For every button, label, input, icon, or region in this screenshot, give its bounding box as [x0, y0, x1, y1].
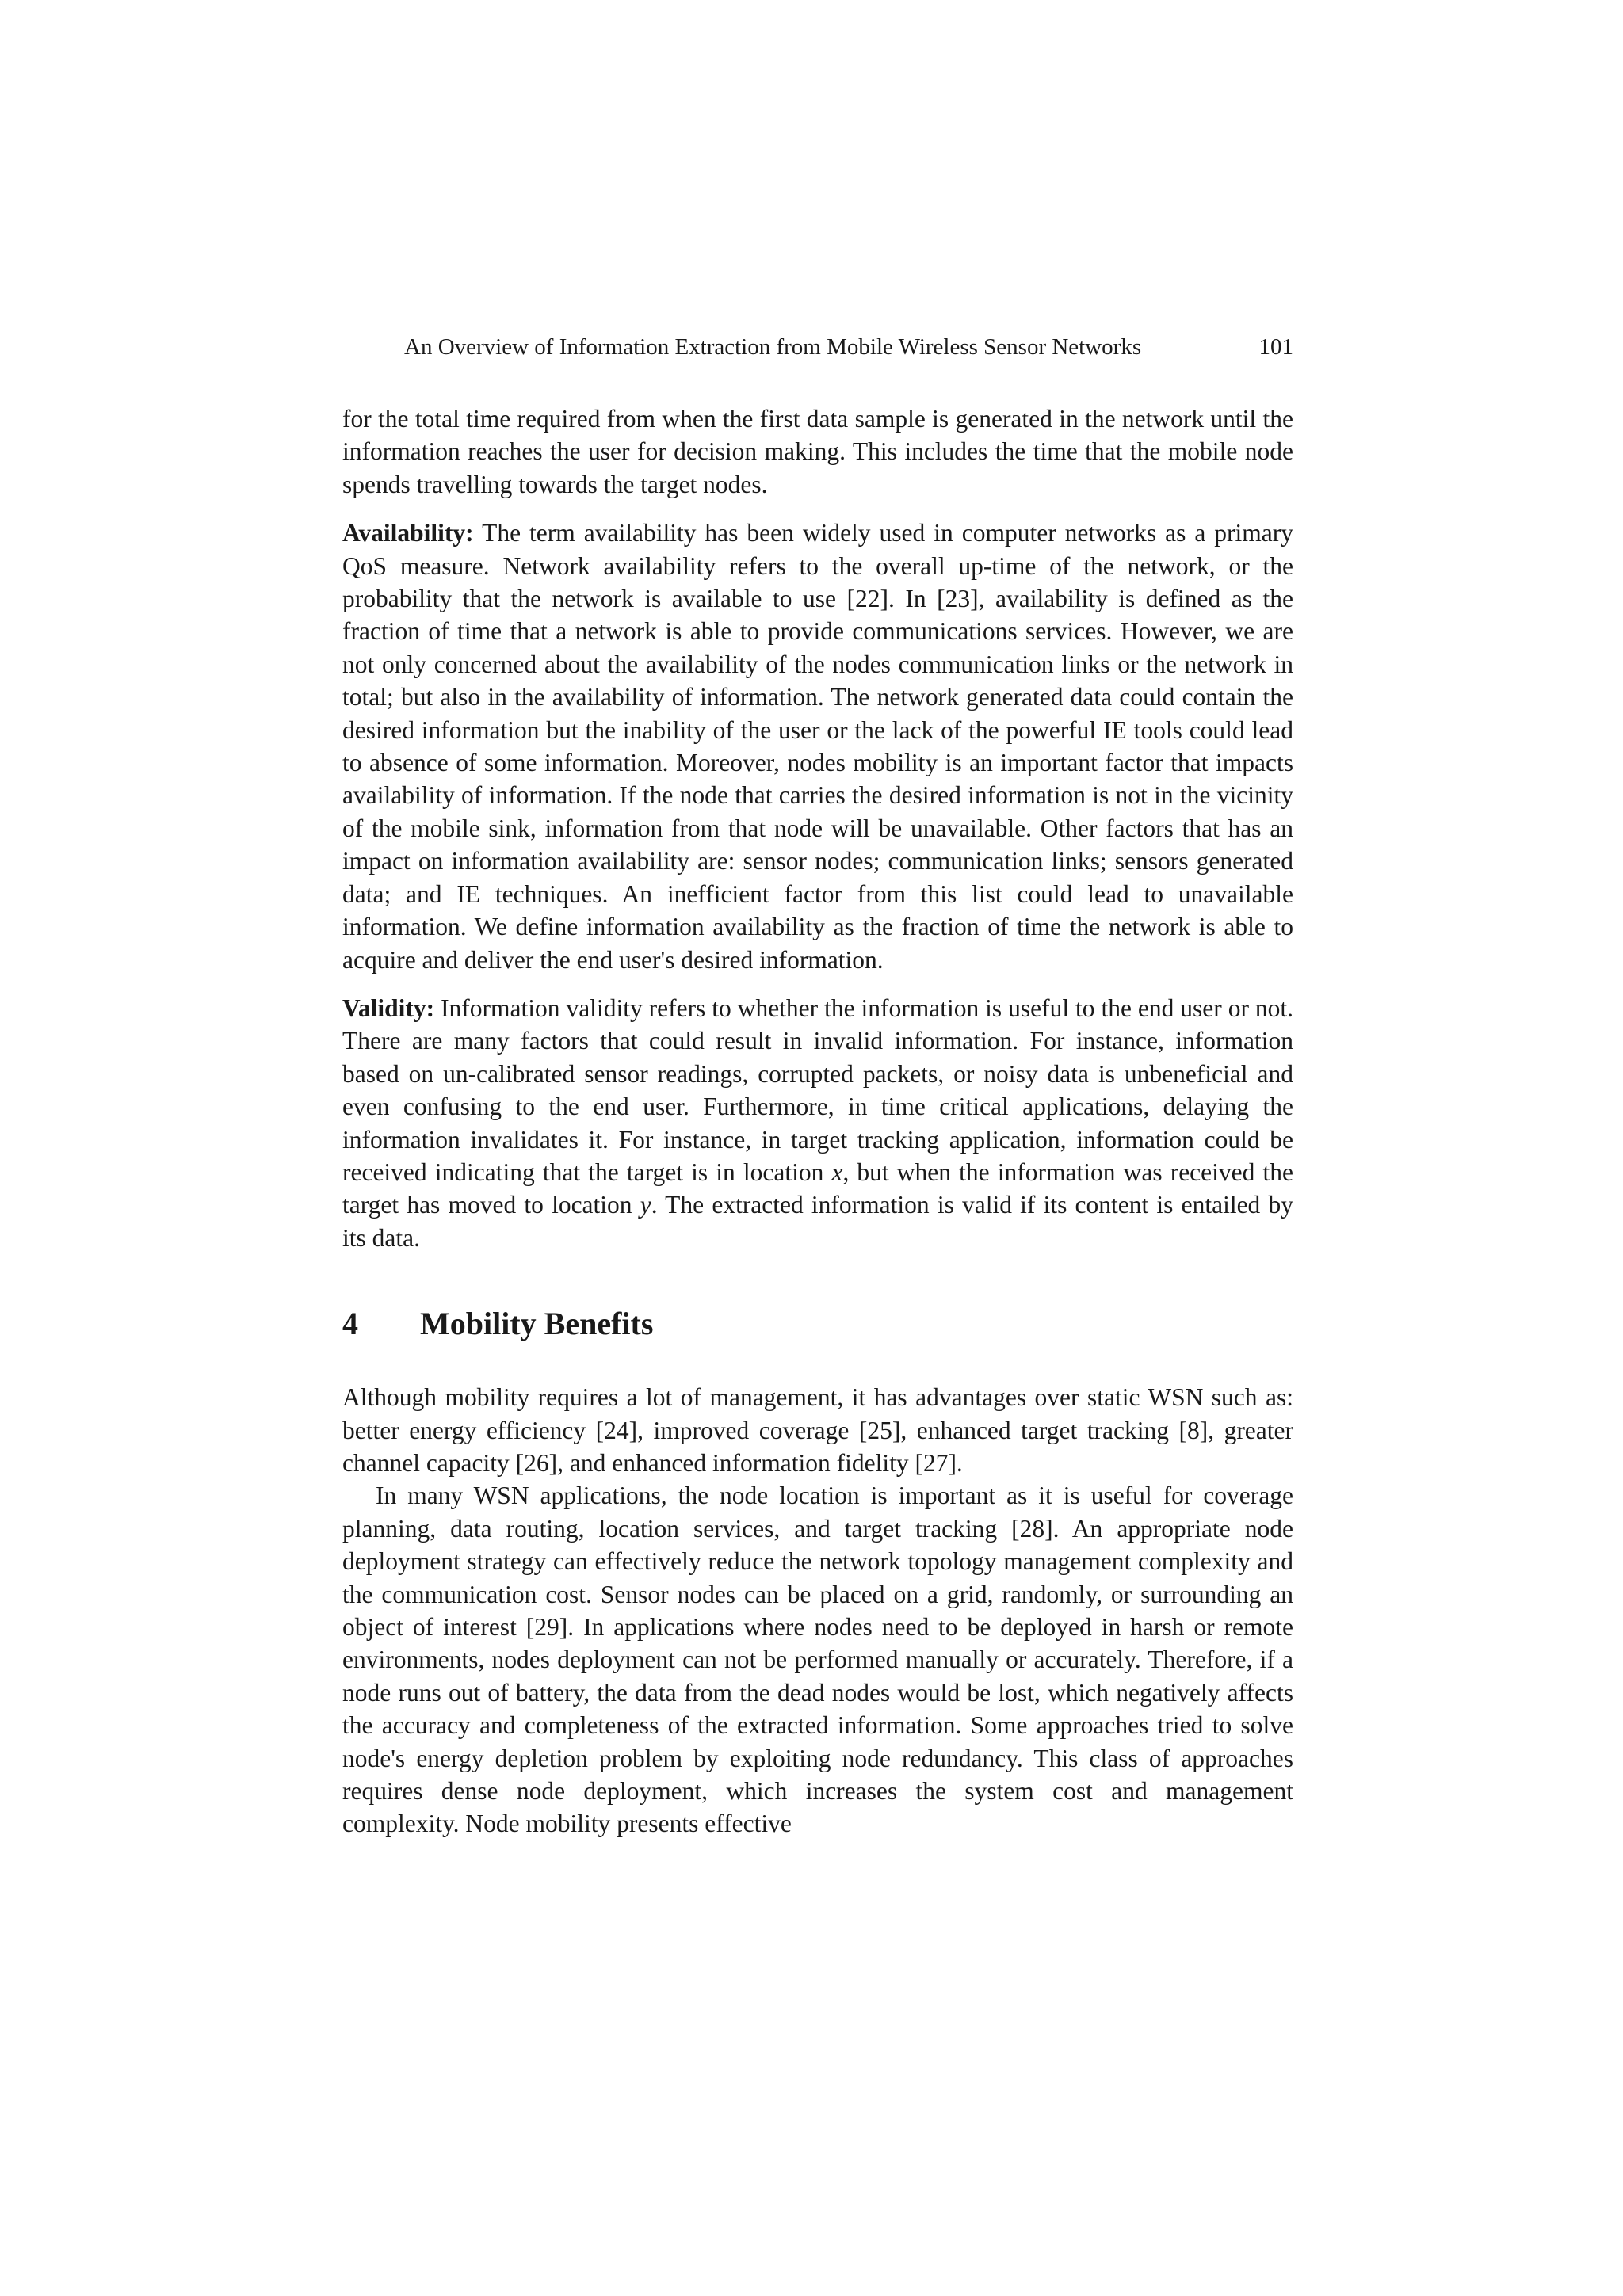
paragraph-availability [342, 517, 1293, 976]
validity-text-part3: . The extracted information is valid if its content is entailed by its data. [342, 1191, 1293, 1252]
paragraph-mobility-2: In many WSN applications, the node location is important as it is useful for coverage planning, data routing, location services, and target tracking [28]. An appropriate node deployment strategy can effectively reduce the network topology management complexity and the communication cost. Sensor nodes can be placed on a grid, randomly, or surrounding an object of interest [29]. In applications where nodes need to be deployed in harsh or remote environments, nodes deployment can not be performed manually or accurately. Therefore, if a node runs out of battery, the data from the dead nodes would be lost, which negatively affects the accuracy and completeness of the extracted information. Some approaches tried to solve node's energy depletion problem by exploiting node redundancy. This class of approaches requires dense node deployment, which increases the system cost and management complexity. Node mobility presents effective [342, 1482, 1293, 1838]
section-number: 4 [342, 1306, 358, 1342]
page-number: 101 [1258, 334, 1293, 360]
validity-text-part1: Information validity refers to whether the information is useful to the end user or not. There are many factors that could result in invalid information. For instance, information based on un-calibrated sensor readings, corrupted packets, or noisy data is unbeneficial and even confusing to the end user. Furthermore, in time critical applications, delaying the information invalidates it. For instance, in target tracking application, information could be received indicating that the target is in location [342, 994, 1293, 1186]
page-header [404, 331, 1293, 363]
running-title: An Overview of Information Extraction from Mobile Wireless Sensor Networks [404, 334, 1142, 360]
section-title: Mobility Benefits [420, 1306, 654, 1342]
section-heading [342, 1304, 1293, 1344]
validity-variable-y: y [640, 1191, 651, 1219]
paragraph-mobility-1: Although mobility requires a lot of management, it has advantages over static WSN such as: better energy efficiency [24], improved coverage [25], enhanced target tracking [8], greater channel capacity [26], and enhanced information fidelity [27]. [342, 1383, 1293, 1477]
validity-text-part2: , but when the information was received the target has moved to location [342, 1158, 1293, 1219]
validity-term: Validity: [342, 994, 435, 1022]
paragraph-intro: for the total time required from when the first data sample is generated in the network until the information reaches the user for decision making. This includes the time that the mobile node spends travelling towards the target nodes. [342, 405, 1293, 498]
availability-term: Availability: [342, 519, 474, 547]
validity-variable-x: x [831, 1158, 843, 1186]
paragraph-validity [342, 992, 1293, 1254]
body-text [342, 402, 1293, 1840]
availability-text: The term availability has been widely used in computer networks as a primary QoS measure. Network availability refers to the overall up-time of the network, or the probability that the network is available to use [22]. In [23], availability is defined as the fraction of time that a network is able to provide communications services. However, we are not only concerned about the availability of the nodes communication links or the network in total; but also in the availability of information. The network generated data could contain the desired information but the inability of the user or the lack of the powerful IE tools could lead to absence of some information. Moreover, nodes mobility is an important factor that impacts availability of information. If the node that carries the desired information is not in the vicinity of the mobile sink, information from that node will be unavailable. Other factors that has an impact on information availability are: sensor nodes; communication links; sensors generated data; and IE techniques. An inefficient factor from this list could lead to unavailable information. We define information availability as the fraction of time the network is able to acquire and deliver the end user's desired information. [342, 519, 1294, 974]
